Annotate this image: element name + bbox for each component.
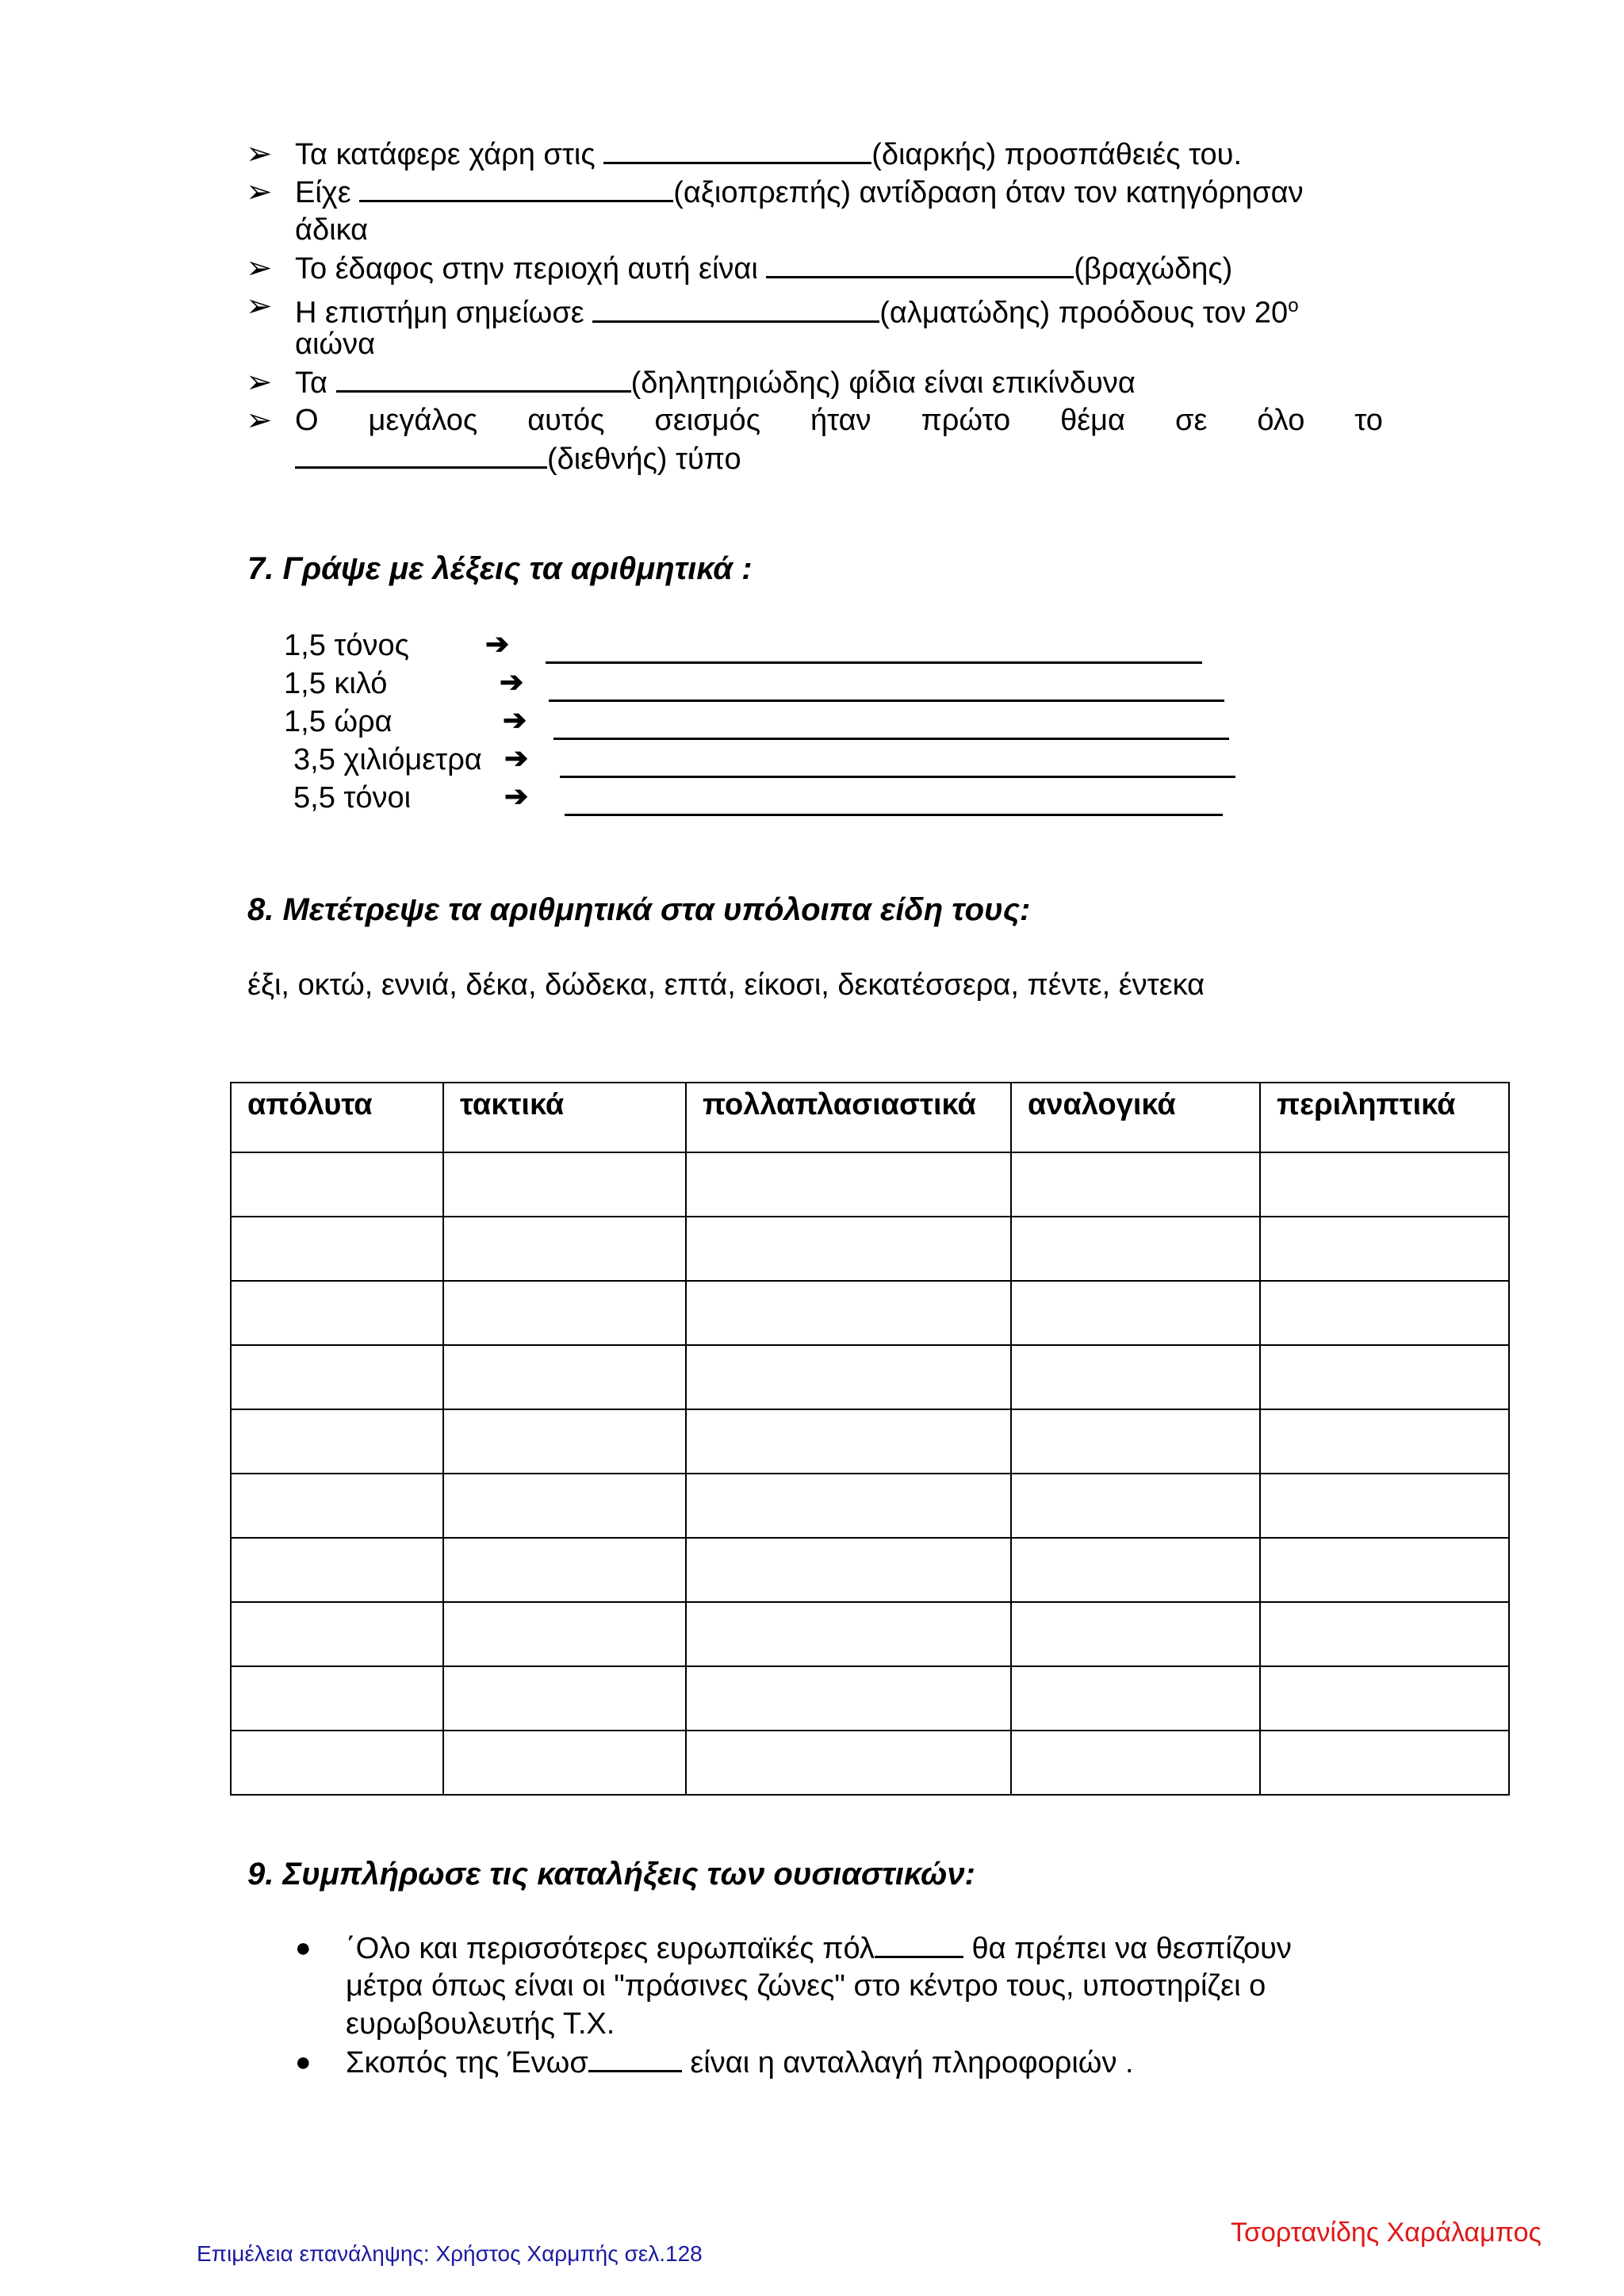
blank-field[interactable] — [336, 363, 631, 393]
answer-line[interactable] — [549, 700, 1224, 702]
arrow-right-icon: ➔ — [500, 665, 524, 698]
table-cell[interactable] — [443, 1666, 686, 1731]
table-cell[interactable] — [1011, 1281, 1260, 1345]
table-cell[interactable] — [231, 1217, 443, 1281]
table-cell[interactable] — [1011, 1217, 1260, 1281]
table-cell[interactable] — [686, 1602, 1011, 1666]
table-cell[interactable] — [1011, 1731, 1260, 1795]
table-cell[interactable] — [231, 1538, 443, 1602]
sentence-9-1: ΄Ολο και περισσότερες ευρωπαϊκές πόλ θα πρέπει να θεσπίζουν — [346, 1929, 1292, 1968]
arrowhead-bullet-icon: ➢ — [246, 174, 273, 209]
column-header: απόλυτα — [231, 1083, 443, 1152]
table-cell[interactable] — [231, 1602, 443, 1666]
table-row — [231, 1538, 1509, 1602]
table-row — [231, 1666, 1509, 1731]
blank-field[interactable] — [592, 293, 879, 323]
sentence-5: Τα (δηλητηριώδης) φίδια είναι επικίνδυνα — [295, 363, 1136, 402]
table-cell[interactable] — [686, 1538, 1011, 1602]
table-cell[interactable] — [1260, 1602, 1509, 1666]
table-cell[interactable] — [231, 1409, 443, 1474]
arrow-right-icon: ➔ — [503, 703, 527, 736]
blank-field[interactable] — [359, 173, 673, 202]
numerals-word-list: έξι, οκτώ, εννιά, δέκα, δώδεκα, επτά, είκοσι, δεκατέσσερα, πέντε, έντεκα — [247, 968, 1205, 1002]
table-cell[interactable] — [443, 1152, 686, 1217]
sentence-9-2: Σκοπός της Ένωσ είναι η ανταλλαγή πληροφοριών . — [346, 2043, 1134, 2082]
arrowhead-bullet-icon: ➢ — [246, 289, 273, 324]
table-row — [231, 1409, 1509, 1474]
sentence-6-continuation: (διεθνής) τύπο — [295, 439, 741, 478]
table-cell[interactable] — [1011, 1345, 1260, 1409]
exercise-8-heading: 8. Μετέτρεψε τα αριθμητικά στα υπόλοιπα είδη τους: — [247, 892, 1031, 927]
table-row — [231, 1217, 1509, 1281]
table-cell[interactable] — [443, 1281, 686, 1345]
numeral-item: 5,5 τόνοι — [293, 781, 412, 815]
column-header: τακτικά — [443, 1083, 686, 1152]
table-row — [231, 1345, 1509, 1409]
table-cell[interactable] — [231, 1666, 443, 1731]
table-header-row — [231, 1083, 1509, 1152]
arrow-right-icon: ➔ — [504, 780, 529, 812]
answer-line[interactable] — [560, 776, 1235, 778]
table-cell[interactable] — [1260, 1731, 1509, 1795]
blank-field[interactable] — [295, 439, 547, 469]
column-header: πολλαπλασιαστικά — [686, 1083, 1011, 1152]
table-cell[interactable] — [443, 1602, 686, 1666]
blank-field[interactable] — [875, 1929, 963, 1958]
column-header: περιληπτικά — [1260, 1083, 1509, 1152]
sentence-9-1-line-3: ευρωβουλευτής Τ.Χ. — [346, 2007, 615, 2041]
table-cell[interactable] — [1011, 1602, 1260, 1666]
sentence-1: Τα κατάφερε χάρη στις (διαρκής) προσπάθειές του. — [295, 135, 1242, 174]
arrowhead-bullet-icon: ➢ — [246, 365, 273, 400]
table-cell[interactable] — [1260, 1345, 1509, 1409]
table-cell[interactable] — [231, 1345, 443, 1409]
sentence-9-1-line-2: μέτρα όπως είναι οι "πράσινες ζώνες" στο κέντρο τους, υποστηρίζει ο — [346, 1969, 1266, 2003]
table-cell[interactable] — [1260, 1217, 1509, 1281]
table-cell[interactable] — [686, 1474, 1011, 1538]
table-cell[interactable] — [231, 1731, 443, 1795]
table-cell[interactable] — [1011, 1409, 1260, 1474]
exercise-7-heading: 7. Γράψε με λέξεις τα αριθμητικά : — [247, 551, 753, 586]
table-cell[interactable] — [231, 1281, 443, 1345]
arrowhead-bullet-icon: ➢ — [246, 136, 273, 171]
table-cell[interactable] — [1260, 1281, 1509, 1345]
blank-field[interactable] — [603, 135, 871, 164]
exercise-9-heading: 9. Συμπλήρωσε τις καταλήξεις των ουσιαστικών: — [247, 1857, 975, 1892]
table-cell[interactable] — [443, 1474, 686, 1538]
bullet-dot-icon: ● — [295, 1933, 312, 1963]
sentence-4: Η επιστήμη σημείωσε (αλματώδης) προόδους τον $20^o$ — [295, 287, 1299, 332]
table-cell[interactable] — [1260, 1666, 1509, 1731]
answer-line[interactable] — [546, 661, 1202, 664]
numerals-table — [230, 1082, 1510, 1796]
answer-line[interactable] — [553, 738, 1229, 740]
table-cell[interactable] — [686, 1409, 1011, 1474]
table-cell[interactable] — [686, 1281, 1011, 1345]
table-cell[interactable] — [443, 1409, 686, 1474]
table-cell[interactable] — [1260, 1538, 1509, 1602]
blank-field[interactable] — [766, 249, 1074, 278]
table-cell[interactable] — [1011, 1474, 1260, 1538]
table-cell[interactable] — [1260, 1152, 1509, 1217]
table-cell[interactable] — [1011, 1538, 1260, 1602]
arrow-right-icon: ➔ — [504, 742, 529, 774]
footer-author: Τσορτανίδης Χαράλαμπος — [1231, 2217, 1542, 2248]
sentence-6: Ο μεγάλος αυτός σεισμός ήταν πρώτο θέμα σε όλο το — [295, 404, 1383, 437]
arrowhead-bullet-icon: ➢ — [246, 403, 273, 438]
answer-line[interactable] — [565, 814, 1223, 816]
table-cell[interactable] — [443, 1345, 686, 1409]
numeral-item: 3,5 χιλιόμετρα — [293, 743, 482, 776]
table-cell[interactable] — [443, 1538, 686, 1602]
table-cell[interactable] — [1260, 1409, 1509, 1474]
numeral-item: 1,5 ώρα — [284, 705, 393, 738]
sentence-4-continuation: αιώνα — [295, 328, 376, 361]
numeral-item: 1,5 κιλό — [284, 667, 388, 700]
sentence-3: Το έδαφος στην περιοχή αυτή είναι (βραχώδης) — [295, 249, 1232, 288]
footer-editor-page: Επιμέλεια επανάληψης: Χρήστος Χαρμπής σελ.128 — [197, 2241, 703, 2266]
bullet-dot-icon: ● — [295, 2047, 312, 2077]
table-row — [231, 1602, 1509, 1666]
sentence-2: Είχε (αξιοπρεπής) αντίδραση όταν τον κατηγόρησαν — [295, 173, 1304, 212]
table-cell[interactable] — [1260, 1474, 1509, 1538]
table-cell[interactable] — [1011, 1152, 1260, 1217]
arrowhead-bullet-icon: ➢ — [246, 251, 273, 286]
sentence-2-continuation: άδικα — [295, 213, 369, 247]
table-cell[interactable] — [686, 1666, 1011, 1731]
table-row — [231, 1731, 1509, 1795]
table-cell[interactable] — [1011, 1666, 1260, 1731]
table-row — [231, 1152, 1509, 1217]
table-row — [231, 1474, 1509, 1538]
table-cell[interactable] — [686, 1345, 1011, 1409]
table-cell[interactable] — [686, 1152, 1011, 1217]
table-cell[interactable] — [231, 1152, 443, 1217]
table-cell[interactable] — [686, 1731, 1011, 1795]
table-cell[interactable] — [443, 1217, 686, 1281]
numeral-item: 1,5 τόνος — [284, 629, 409, 662]
arrow-right-icon: ➔ — [485, 627, 510, 660]
table-cell[interactable] — [686, 1217, 1011, 1281]
column-header: αναλογικά — [1011, 1083, 1260, 1152]
blank-field[interactable] — [588, 2043, 682, 2072]
table-cell[interactable] — [443, 1731, 686, 1795]
table-cell[interactable] — [231, 1474, 443, 1538]
table-row — [231, 1281, 1509, 1345]
